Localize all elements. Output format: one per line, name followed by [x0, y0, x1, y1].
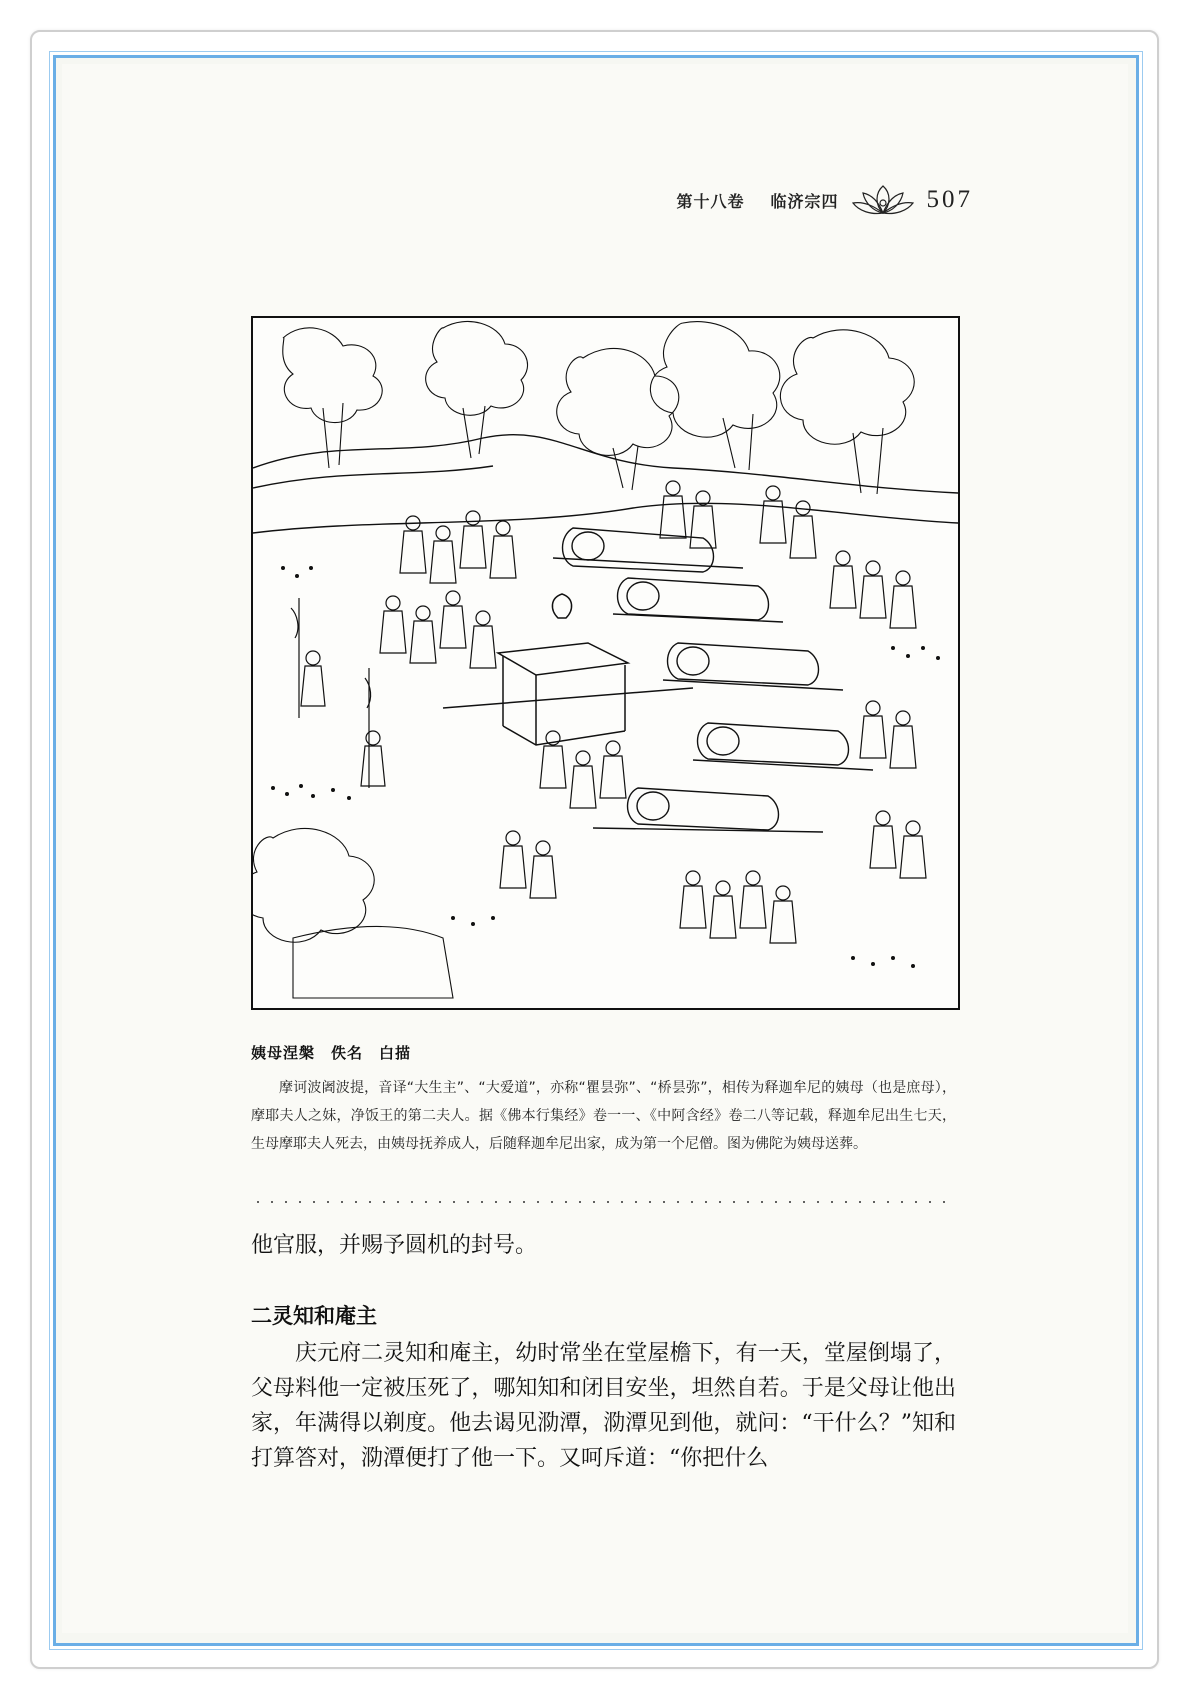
dotted-divider: [251, 1201, 956, 1203]
running-head: [676, 183, 973, 217]
woodblock-illustration: [251, 316, 960, 1010]
section-label: 临济宗四: [770, 191, 839, 211]
figure-caption-title: 姨母涅槃 佚名 白描: [251, 1044, 412, 1062]
section-heading: 二灵知和庵主: [251, 1304, 377, 1328]
funeral-procession-drawing: [253, 318, 958, 1008]
figure-caption-text: 摩诃波阇波提，音译“大生主”、“大爱道”，亦称“瞿昙弥”、“桥昙弥”，相传为释迦牟尼的姨母（也是庶母），摩耶夫人之妹，净饭王的第二夫人。据《佛本行集经》卷一一、《中阿含经》卷二八等记载，释迦牟尼出生七天，生母摩耶夫人死去，由姨母抚养成人，后随释迦牟尼出家，成为第一个尼僧。图为佛陀为姨母送葬。: [251, 1080, 956, 1152]
lotus-icon: [851, 183, 915, 217]
continued-text: 他官服，并赐予圆机的封号。: [251, 1233, 538, 1258]
page-number: 507: [926, 186, 973, 213]
chapter-label: 第十八卷: [676, 191, 745, 211]
body-paragraph: 庆元府二灵知和庵主，幼时常坐在堂屋檐下，有一天，堂屋倒塌了，父母料他一定被压死了，哪知知和闭目安坐，坦然自若。于是父母让他出家，年满得以剃度。他去谒见泐潭，泐潭见到他，就问：“干什么？”知和打算答对，泐潭便打了他一下。又呵斥道：“你把什么: [251, 1341, 956, 1471]
